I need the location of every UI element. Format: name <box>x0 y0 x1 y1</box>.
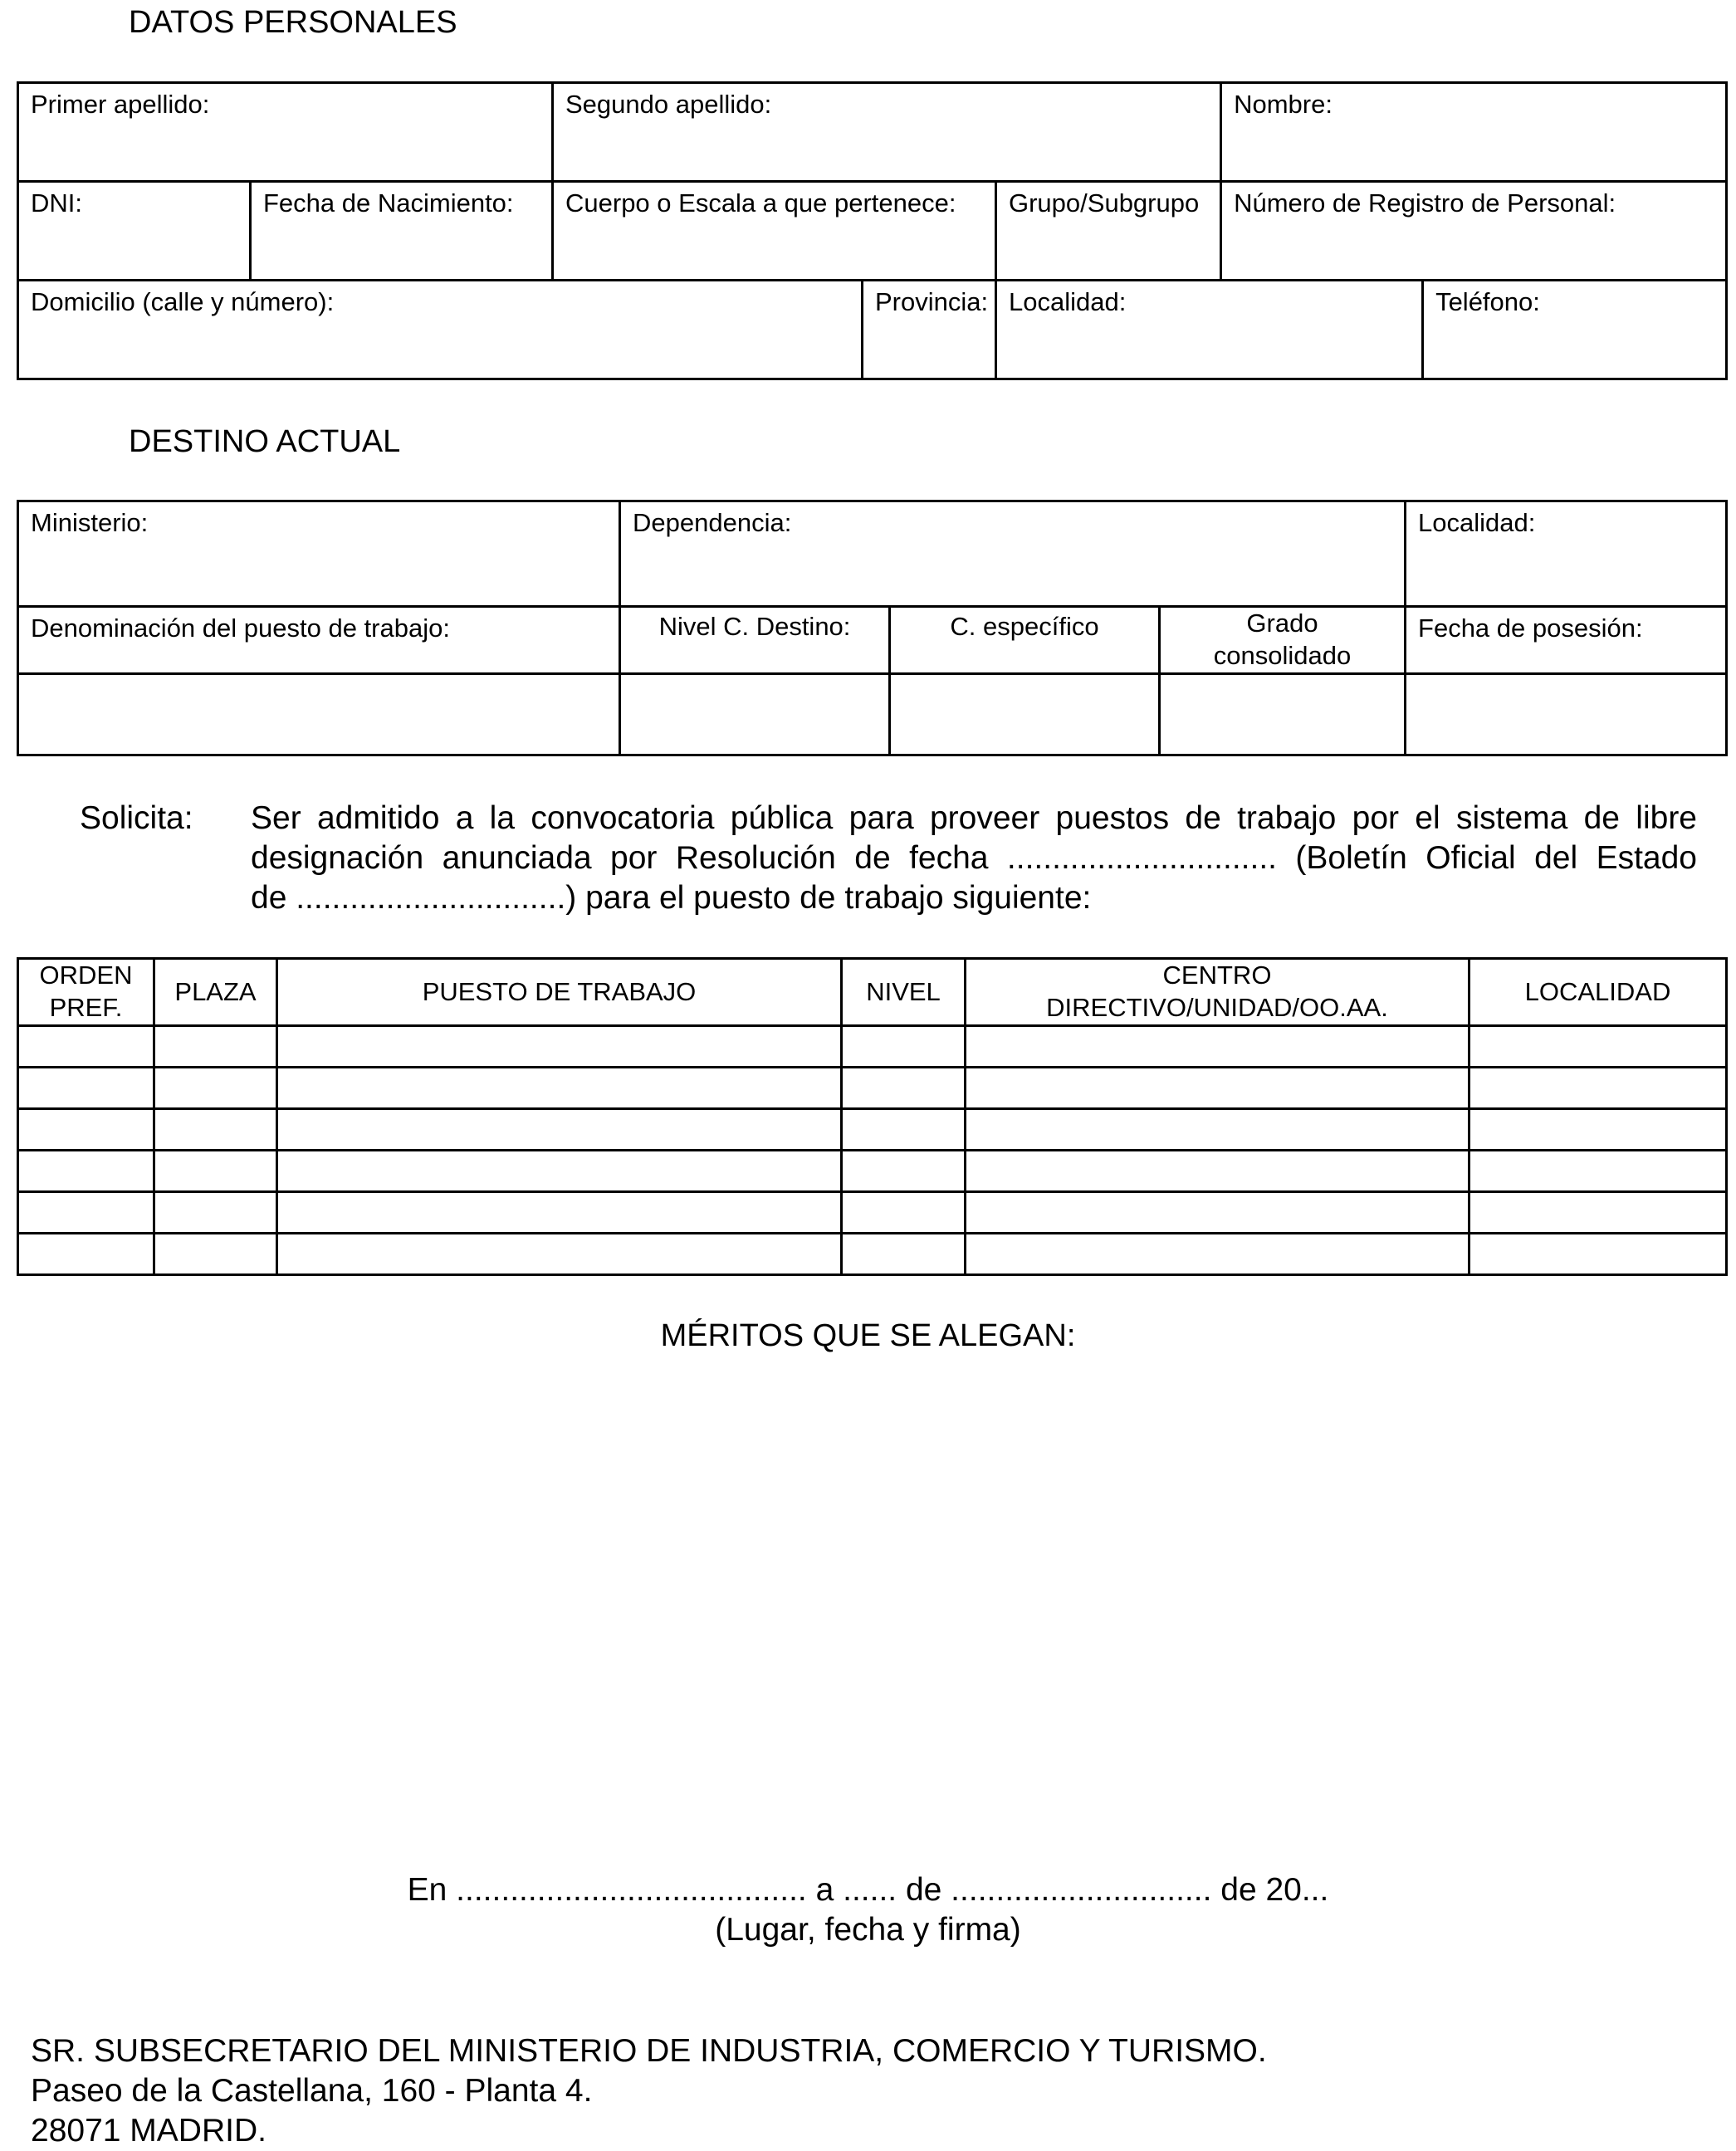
cell-centro[interactable] <box>966 1151 1469 1192</box>
cell-puesto[interactable] <box>277 1192 842 1234</box>
cuerpo-escala-field[interactable] <box>553 182 996 281</box>
nivel-destino-field[interactable] <box>620 674 890 755</box>
grado-label-line2: consolidado <box>1213 640 1352 670</box>
nombre-field[interactable] <box>1221 83 1727 182</box>
meritos-heading: MÉRITOS QUE SE ALEGAN: <box>660 1318 1076 1353</box>
provincia-field[interactable] <box>863 281 996 379</box>
cell-nivel[interactable] <box>842 1234 966 1275</box>
datos-personales-heading: DATOS PERSONALES <box>129 5 457 40</box>
cell-centro[interactable] <box>966 1026 1469 1068</box>
meritos-area[interactable] <box>17 1370 1725 1835</box>
localidad-field[interactable] <box>996 281 1423 379</box>
fecha-nacimiento-label: Fecha de Nacimiento: <box>263 188 514 218</box>
solicita-line-2: designación anunciada por Resolución de fecha .............................. (Boletín Oficial del Estado <box>251 840 1697 876</box>
datos-personales-table <box>17 81 1728 380</box>
localidad-label: Localidad: <box>1009 287 1127 316</box>
col-puesto-trabajo: PUESTO DE TRABAJO <box>277 959 842 1026</box>
solicita-label: Solicita: <box>80 800 193 836</box>
cell-centro[interactable] <box>966 1068 1469 1109</box>
numero-registro-field[interactable] <box>1221 182 1727 281</box>
destinatario-line-3: 28071 MADRID. <box>31 2113 267 2149</box>
especifico-header <box>890 607 1160 674</box>
denominacion-label: Denominación del puesto de trabajo: <box>31 614 450 643</box>
cell-orden[interactable] <box>18 1234 154 1275</box>
cell-plaza[interactable] <box>154 1109 277 1151</box>
cell-plaza[interactable] <box>154 1026 277 1068</box>
cell-orden[interactable] <box>18 1151 154 1192</box>
col-centro-line2: DIRECTIVO/UNIDAD/OO.AA. <box>1046 993 1388 1022</box>
solicita-line-1: Ser admitido a la convocatoria pública para proveer puestos de trabajo por el sistema de libre <box>251 800 1697 836</box>
telefono-field[interactable] <box>1423 281 1727 379</box>
cell-centro[interactable] <box>966 1109 1469 1151</box>
firma-line: En ....................................... a ...... de ............................. de 20... <box>407 1872 1329 1908</box>
destino-actual-heading: DESTINO ACTUAL <box>129 424 401 459</box>
cell-localidad[interactable] <box>1469 1151 1727 1192</box>
cell-orden[interactable] <box>18 1068 154 1109</box>
cell-plaza[interactable] <box>154 1068 277 1109</box>
cell-localidad[interactable] <box>1469 1068 1727 1109</box>
puestos-row-3 <box>18 1109 1727 1151</box>
nivel-destino-label: Nivel C. Destino: <box>658 612 851 641</box>
destino-localidad-label: Localidad: <box>1418 508 1536 537</box>
fecha-posesion-header <box>1406 607 1727 674</box>
cell-plaza[interactable] <box>154 1234 277 1275</box>
nombre-label: Nombre: <box>1234 90 1333 119</box>
puestos-row-2 <box>18 1068 1727 1109</box>
cell-plaza[interactable] <box>154 1192 277 1234</box>
destinatario-line-2: Paseo de la Castellana, 160 - Planta 4. <box>31 2073 593 2109</box>
cell-puesto[interactable] <box>277 1026 842 1068</box>
dependencia-field[interactable] <box>620 501 1406 607</box>
cell-nivel[interactable] <box>842 1068 966 1109</box>
dependencia-label: Dependencia: <box>633 508 792 537</box>
firma-caption: (Lugar, fecha y firma) <box>715 1912 1021 1948</box>
nivel-destino-header <box>620 607 890 674</box>
dni-field[interactable] <box>18 182 251 281</box>
cuerpo-escala-label: Cuerpo o Escala a que pertenece: <box>565 188 956 218</box>
cell-localidad[interactable] <box>1469 1026 1727 1068</box>
primer-apellido-field[interactable] <box>18 83 553 182</box>
grado-field[interactable] <box>1160 674 1406 755</box>
cell-centro[interactable] <box>966 1234 1469 1275</box>
puestos-row-6 <box>18 1234 1727 1275</box>
fecha-posesion-label: Fecha de posesión: <box>1418 614 1643 643</box>
cell-localidad[interactable] <box>1469 1234 1727 1275</box>
destino-actual-table <box>17 500 1728 756</box>
segundo-apellido-field[interactable] <box>553 83 1221 182</box>
cell-nivel[interactable] <box>842 1151 966 1192</box>
col-centro-line1: CENTRO <box>1162 961 1272 990</box>
cell-nivel[interactable] <box>842 1192 966 1234</box>
domicilio-label: Domicilio (calle y número): <box>31 287 335 316</box>
cell-centro[interactable] <box>966 1192 1469 1234</box>
col-orden-line2: PREF. <box>49 993 123 1022</box>
grupo-subgrupo-label: Grupo/Subgrupo <box>1009 188 1200 218</box>
puestos-row-4 <box>18 1151 1727 1192</box>
col-centro-directivo <box>966 959 1469 1026</box>
cell-orden[interactable] <box>18 1026 154 1068</box>
destino-localidad-field[interactable] <box>1406 501 1727 607</box>
numero-registro-label: Número de Registro de Personal: <box>1234 188 1616 218</box>
solicita-line-3: de ..............................) para el puesto de trabajo siguiente: <box>251 880 1092 916</box>
denominacion-header <box>18 607 620 674</box>
col-localidad: LOCALIDAD <box>1469 959 1727 1026</box>
cell-localidad[interactable] <box>1469 1192 1727 1234</box>
destinatario-line-1: SR. SUBSECRETARIO DEL MINISTERIO DE INDUSTRIA, COMERCIO Y TURISMO. <box>31 2033 1267 2069</box>
col-plaza: PLAZA <box>154 959 277 1026</box>
solicita-text <box>251 799 1697 918</box>
cell-puesto[interactable] <box>277 1151 842 1192</box>
grado-header <box>1160 607 1406 674</box>
especifico-label: C. específico <box>950 612 1099 641</box>
ministerio-field[interactable] <box>18 501 620 607</box>
destinatario-block <box>31 2031 1267 2151</box>
col-orden-pref <box>18 959 154 1026</box>
fecha-nacimiento-field[interactable] <box>251 182 553 281</box>
denominacion-field[interactable] <box>18 674 620 755</box>
ministerio-label: Ministerio: <box>31 508 149 537</box>
provincia-label: Provincia: <box>875 287 989 316</box>
cell-nivel[interactable] <box>842 1109 966 1151</box>
primer-apellido-label: Primer apellido: <box>31 90 210 119</box>
puestos-row-5 <box>18 1192 1727 1234</box>
cell-puesto[interactable] <box>277 1068 842 1109</box>
cell-nivel[interactable] <box>842 1026 966 1068</box>
segundo-apellido-label: Segundo apellido: <box>565 90 772 119</box>
col-nivel: NIVEL <box>842 959 966 1026</box>
cell-puesto[interactable] <box>277 1234 842 1275</box>
cell-orden[interactable] <box>18 1109 154 1151</box>
cell-puesto[interactable] <box>277 1109 842 1151</box>
col-orden-line1: ORDEN <box>39 961 133 990</box>
telefono-label: Teléfono: <box>1435 287 1540 316</box>
grupo-subgrupo-field[interactable] <box>996 182 1221 281</box>
grado-label-line1: Grado <box>1246 609 1318 638</box>
cell-orden[interactable] <box>18 1192 154 1234</box>
especifico-field[interactable] <box>890 674 1160 755</box>
puestos-table <box>17 957 1728 1276</box>
cell-localidad[interactable] <box>1469 1109 1727 1151</box>
domicilio-field[interactable] <box>18 281 863 379</box>
puestos-row-1 <box>18 1026 1727 1068</box>
dni-label: DNI: <box>31 188 82 218</box>
cell-plaza[interactable] <box>154 1151 277 1192</box>
fecha-posesion-field[interactable] <box>1406 674 1727 755</box>
